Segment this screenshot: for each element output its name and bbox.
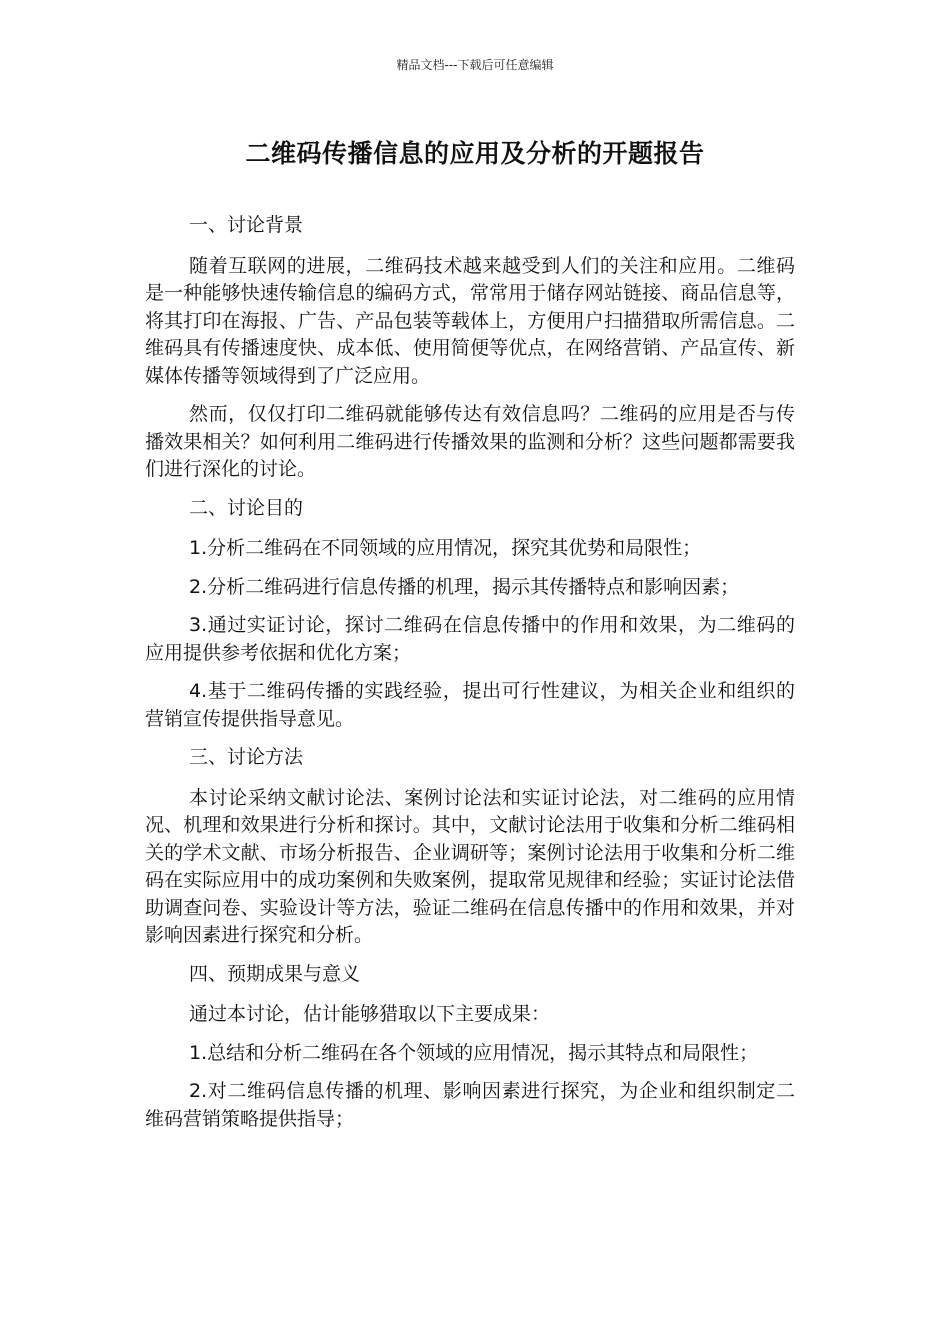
purpose-item-1: 1.分析二维码在不同领域的应用情况，探究其优势和局限性； — [189, 537, 702, 559]
section-heading-purpose: 二、讨论目的 — [189, 496, 304, 519]
page-header: 精品文档---下载后可任意编辑 — [396, 58, 554, 72]
purpose-item-3: 3.通过实证讨论，探讨二维码在信息传播中的作用和效果，为二维码的应用提供参考依据和优化方案； — [145, 614, 795, 664]
document-body — [145, 212, 795, 1144]
paragraph-outcomes-intro: 通过本讨论，估计能够猎取以下主要成果： — [189, 1003, 551, 1025]
section-heading-outcomes: 四、预期成果与意义 — [189, 962, 361, 985]
paragraph-method: 本讨论采纳文献讨论法、案例讨论法和实证讨论法，对二维码的应用情况、机理和效果进行分析和探讨。其中，文献讨论法用于收集和分析二维码相关的学术文献、市场分析报告、企业调研等；案例讨论法用于收集和分析二维码在实际应用中的成功案例和失败案例，提取常见规律和经验；实证讨论法借助调查问卷、实验设计等方法，验证二维码在信息传播中的作用和效果，并对影响因素进行探究和分析。 — [145, 786, 795, 946]
outcome-item-2: 2.对二维码信息传播的机理、影响因素进行探究，为企业和组织制定二维码营销策略提供指导； — [145, 1080, 795, 1130]
purpose-item-2: 2.分析二维码进行信息传播的机理，揭示其传播特点和影响因素； — [189, 575, 740, 598]
section-heading-method: 三、讨论方法 — [189, 746, 304, 768]
paragraph-background-2: 然而，仅仅打印二维码就能够传达有效信息吗？二维码的应用是否与传播效果相关？如何利用二维码进行传播效果的监测和分析？这些问题都需要我们进行深化的讨论。 — [145, 403, 795, 480]
purpose-item-4: 4.基于二维码传播的实践经验，提出可行性建议，为相关企业和组织的营销宣传提供指导意见。 — [145, 680, 795, 730]
document-title: 二维码传播信息的应用及分析的开题报告 — [245, 139, 705, 168]
section-heading-background: 一、讨论背景 — [189, 214, 304, 236]
paragraph-background-1: 随着互联网的进展，二维码技术越来越受到人们的关注和应用。二维码是一种能够快速传输信息的编码方式，常常用于储存网站链接、商品信息等，将其打印在海报、广告、产品包装等载体上，方便用户扫描猎取所需信息。二维码具有传播速度快、成本低、使用简便等优点，在网络营销、产品宣传、新媒体传播等领域得到了广泛应用。 — [145, 254, 795, 387]
outcome-item-1: 1.总结和分析二维码在各个领域的应用情况，揭示其特点和局限性； — [189, 1041, 759, 1064]
